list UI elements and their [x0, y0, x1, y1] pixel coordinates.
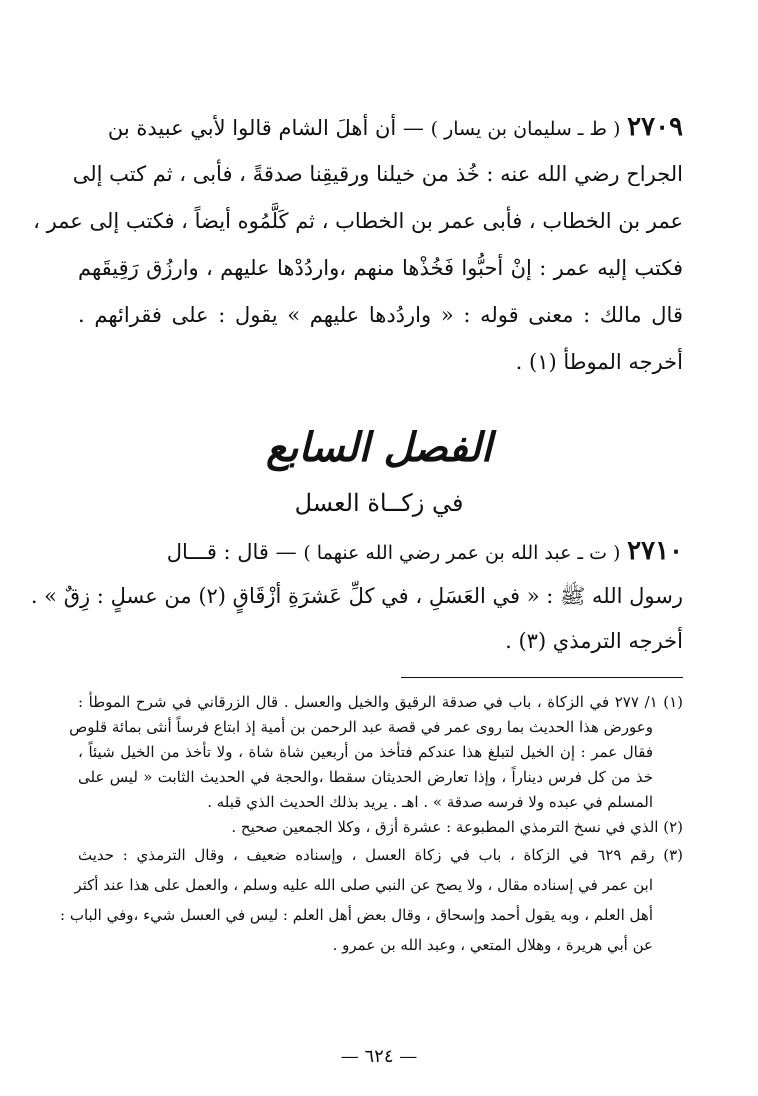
- hadith-source: ( ت ـ عبد الله بن عمر رضي الله عنهما ): [303, 542, 621, 564]
- hadith-source: ( ط ـ سليمان بن يسار ): [430, 118, 621, 140]
- hadith-text-line: فكتب إليه عمر : إنْ أحبُّوا فَخُذْها منهم ،واردُدْها عليهم ، وارزُق رَقِيقَهم: [78, 256, 683, 280]
- hadith-text-line: قال مالك : معنى قوله : « واردُدها عليهم » يقول : على فقرائهم .: [78, 303, 683, 327]
- hadith-citation: أخرجه الترمذي (٣) .: [505, 629, 683, 653]
- footnote-line: (٢) الذي في نسخ الترمذي المطبوعة : عشرة أزق ، وكلا الجمعين صحيح .: [231, 818, 683, 836]
- footnote-line: (٣) رقم ٦٢٩ في الزكاة ، باب في زكاة العسل ، وإسناده ضعيف ، وقال الترمذي : حديث: [78, 846, 683, 864]
- footnote-line: عن أبي هريرة ، وهلال المتعي ، وعبد الله بن عمرو .: [332, 936, 653, 954]
- hadith-text: — أن أهلَ الشام قالوا لأبي عبيدة بن: [107, 116, 424, 140]
- hadith-number: ٢٧٠٩: [627, 112, 683, 142]
- footnote-line: وعورض هذا الحديث بما روى عمر في قصة عبد الرحمن بن أمية إذ ابتاع فرساً أنثى بمائة قلوص: [69, 718, 653, 736]
- hadith-text-line: عمر بن الخطاب ، فأبى عمر بن الخطاب ، ثم كَلَّمُوه أيضاً ، فكتب إلى عمر ،: [33, 209, 683, 233]
- chapter-title: الفصل السابع: [265, 424, 493, 471]
- hadith-text: — قال : قـــال: [166, 540, 297, 564]
- footnote-separator: [401, 677, 683, 678]
- hadith-citation: أخرجه الموطأ (١) .: [515, 350, 683, 374]
- chapter-subtitle: في زكــاة العسل: [294, 489, 464, 517]
- footnote-line: أهل العلم ، وبه يقول أحمد وإسحاق ، وقال بعض أهل العلم : ليس في العسل شيء ،وفي الباب :: [60, 906, 653, 924]
- footnote-line: خذ من كل فرس ديناراً ، وإذا تعارض الحديثان سقطا ،والحجة في الحديث الثابت « ليس على: [78, 768, 653, 786]
- page-number: — ٦٢٤ —: [340, 1046, 418, 1067]
- hadith-text-line: الجراح رضي الله عنه : خُذ من خيلنا ورقيقِنا صدقةً ، فأبى ، ثم كتب إلى: [72, 162, 683, 186]
- footnote-line: ابن عمر في إسناده مقال ، ولا يصح عن النبي صلى الله عليه وسلم ، والعمل على هذا عند أكثر: [74, 876, 653, 894]
- hadith-2709-first-line: [78, 111, 683, 145]
- hadith-2710-first-line: [78, 535, 683, 569]
- footnote-line: المسلم في عبده ولا فرسه صدقة » . اهـ . يريد بذلك الحديث الذي قبله .: [207, 793, 653, 811]
- hadith-text-line: رسول الله ﷺ : « في العَسَلِ ، في كلِّ عَشرَةِ أزْقَاقٍ (٢) من عسلٍ : زِقٌ » .: [30, 584, 683, 608]
- footnote-line: فقال عمر : إن الخيل لتبلغ هذا عندكم فتأخذ من أربعين شاة شاة ، ولا تأخذ من الخيل شيئاً ،: [78, 743, 653, 761]
- footnote-line: (١) ١/ ٢٧٧ في الزكاة ، باب في صدقة الرقيق والخيل والعسل . قال الزرقاني في شرح الموطأ :: [78, 693, 683, 711]
- hadith-number: ٢٧١٠: [627, 536, 683, 566]
